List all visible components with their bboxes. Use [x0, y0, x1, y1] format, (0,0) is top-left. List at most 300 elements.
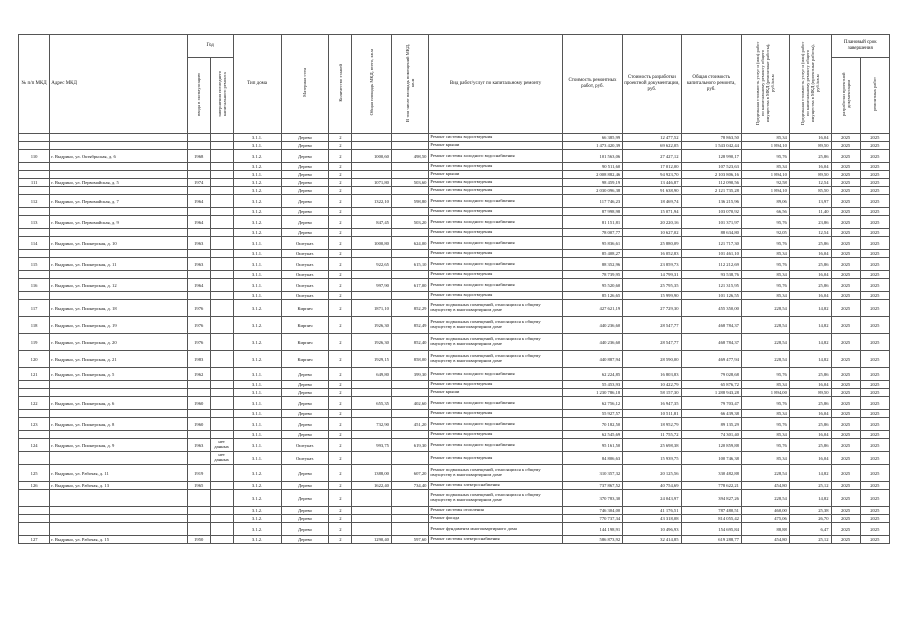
header-work-cost: Стоимость ремонтных работ, руб. — [562, 35, 622, 134]
cell-work-cost: 101 563,06 — [562, 150, 622, 163]
cell-design-cost: 41 176,51 — [623, 507, 681, 515]
cell-planned-design: 2025 — [831, 465, 860, 482]
cell-wall-material: Дерево — [281, 397, 329, 410]
table-row — [19, 536, 890, 544]
cell-year-repair — [210, 515, 233, 523]
cell-work-type: Ремонт системы холодного водоснабжения — [429, 418, 562, 431]
cell-limit-work: 95,76 — [741, 368, 789, 381]
cell-work-cost: 586 873,92 — [562, 536, 622, 544]
cell-wall-material: Кирпич — [281, 334, 329, 351]
cell-design-cost: 25 795,35 — [623, 279, 681, 292]
cell-work-type: Ремонт системы холодного водоснабжения — [429, 439, 562, 452]
cell-address: г. Выдрино, ул. Пионерская, д. 10 — [50, 237, 188, 250]
cell-house-type: 3.1.2. — [233, 351, 281, 368]
cell-address — [50, 271, 188, 279]
cell-planned-works: 2025 — [860, 410, 889, 418]
cell-premises-area: 597,60 — [391, 536, 429, 544]
cell-planned-design: 2025 — [831, 482, 860, 490]
table-row — [19, 216, 890, 229]
cell-floors: 2 — [329, 536, 352, 544]
cell-year-commission: 1964 — [187, 195, 210, 208]
cell-limit-design: 25,38 — [789, 507, 831, 515]
cell-total-area: 1071,80 — [352, 179, 392, 187]
cell-house-type: 3.1.2. — [233, 317, 281, 334]
cell-floors: 2 — [329, 490, 352, 507]
cell-house-type: 3.1.1. — [233, 452, 281, 465]
cell-mkd-number: 119 — [19, 334, 50, 351]
table-row — [19, 271, 890, 279]
cell-year-commission: 1963 — [187, 237, 210, 250]
cell-planned-design: 2025 — [831, 439, 860, 452]
cell-work-type: Ремонт подвальных помещений, относящихся к общему имуществу в многоквартирном доме — [429, 490, 562, 507]
cell-planned-design: 2025 — [831, 351, 860, 368]
cell-limit-work: 228,54 — [741, 351, 789, 368]
cell-floors: 2 — [329, 171, 352, 179]
cell-wall-material: Оштукат. — [281, 250, 329, 258]
cell-house-type: 3.1.1. — [233, 171, 281, 179]
cell-wall-material: Дерево — [281, 195, 329, 208]
header-planned: Плановый срок завершения — [831, 35, 889, 58]
cell-total-area: 997,90 — [352, 279, 392, 292]
cell-design-cost: 10 511,81 — [623, 410, 681, 418]
table-row — [19, 431, 890, 439]
cell-work-type: Ремонт системы электроснабжения — [429, 536, 562, 544]
capital-repair-table-sheet — [18, 34, 890, 544]
cell-house-type: 3.1.1. — [233, 368, 281, 381]
cell-design-cost: 18 469,74 — [623, 195, 681, 208]
cell-floors: 2 — [329, 179, 352, 187]
cell-limit-design: 16,04 — [789, 292, 831, 300]
cell-year-commission — [187, 229, 210, 237]
cell-floors: 2 — [329, 300, 352, 317]
header-address: Адрес МКД — [50, 35, 188, 134]
table-row — [19, 397, 890, 410]
cell-address: г. Выдрино, ул. Пионерская, д. 18 — [50, 300, 188, 317]
cell-work-cost: 90 511,60 — [562, 163, 622, 171]
cell-work-cost: 85 408,27 — [562, 250, 622, 258]
cell-year-repair — [210, 368, 233, 381]
cell-total-cost: 79 703,47 — [681, 397, 741, 410]
cell-mkd-number — [19, 410, 50, 418]
cell-limit-design: 25,86 — [789, 279, 831, 292]
cell-premises-area — [391, 410, 429, 418]
cell-total-cost: 65 876,72 — [681, 381, 741, 389]
cell-limit-design: 12,54 — [789, 179, 831, 187]
cell-planned-works: 2025 — [860, 397, 889, 410]
cell-planned-design: 2025 — [831, 431, 860, 439]
cell-work-type: Ремонт подвальных помещений, относящихся к общему имуществу в многоквартирном доме — [429, 351, 562, 368]
capital-repair-table — [18, 34, 890, 544]
table-row — [19, 134, 890, 142]
cell-design-cost: 15 071,94 — [623, 208, 681, 216]
cell-house-type: 3.1.2. — [233, 179, 281, 187]
cell-total-cost: 330 482,88 — [681, 465, 741, 482]
cell-address: г. Выдрино, ул. Пионерская, д. 12 — [50, 279, 188, 292]
cell-limit-design: 16,04 — [789, 271, 831, 279]
cell-mkd-number — [19, 250, 50, 258]
cell-premises-area — [391, 187, 429, 195]
cell-mkd-number: 123 — [19, 418, 50, 431]
cell-work-cost: 95 520,60 — [562, 279, 622, 292]
cell-work-cost: 55 927,57 — [562, 410, 622, 418]
cell-planned-works: 2025 — [860, 163, 889, 171]
cell-limit-work: 85,34 — [741, 250, 789, 258]
table-row — [19, 490, 890, 507]
cell-floors: 2 — [329, 187, 352, 195]
cell-limit-design: 14,82 — [789, 334, 831, 351]
cell-address: г. Выдрино, ул. Пионерская, д. 20 — [50, 334, 188, 351]
cell-work-type: Ремонт системы водоотведения — [429, 271, 562, 279]
cell-work-cost: 85 126,65 — [562, 292, 622, 300]
cell-premises-area: 503,20 — [391, 216, 429, 229]
cell-floors: 2 — [329, 515, 352, 523]
cell-total-area: 1926,30 — [352, 317, 392, 334]
cell-work-cost: 62 545,69 — [562, 431, 622, 439]
cell-year-repair — [210, 250, 233, 258]
cell-mkd-number — [19, 229, 50, 237]
cell-total-area: 993,75 — [352, 439, 392, 452]
cell-address — [50, 431, 188, 439]
cell-work-type: Ремонт системы холодного водоснабжения — [429, 397, 562, 410]
cell-wall-material: Дерево — [281, 389, 329, 397]
cell-premises-area: 607,20 — [391, 465, 429, 482]
cell-year-repair — [210, 300, 233, 317]
cell-year-commission — [187, 389, 210, 397]
cell-total-area: 1322,10 — [352, 195, 392, 208]
cell-work-cost: 117 746,23 — [562, 195, 622, 208]
cell-address — [50, 208, 188, 216]
cell-planned-design: 2025 — [831, 389, 860, 397]
cell-address — [50, 410, 188, 418]
cell-address: г. Выдрино, ул. Пионерская, д. 19 — [50, 317, 188, 334]
cell-house-type: 3.1.1. — [233, 258, 281, 271]
cell-year-commission: 1919 — [187, 465, 210, 482]
cell-total-cost: 121 315,95 — [681, 279, 741, 292]
cell-year-repair — [210, 208, 233, 216]
cell-wall-material: Дерево — [281, 482, 329, 490]
cell-total-area: 1926,30 — [352, 334, 392, 351]
cell-design-cost: 16 052,83 — [623, 250, 681, 258]
cell-work-type: Ремонт подвальных помещений, относящихся к общему имуществу в многоквартирном доме — [429, 300, 562, 317]
cell-planned-works: 2025 — [860, 216, 889, 229]
cell-address — [50, 452, 188, 465]
cell-house-type: 3.1.1. — [233, 271, 281, 279]
cell-planned-design: 2025 — [831, 195, 860, 208]
cell-limit-design: 25,12 — [789, 482, 831, 490]
cell-house-type: 3.1.1. — [233, 389, 281, 397]
cell-planned-works: 2025 — [860, 187, 889, 195]
cell-house-type: 3.1.2. — [233, 465, 281, 482]
cell-total-cost: 66 439,38 — [681, 410, 741, 418]
cell-work-type: Ремонт подвальных помещений, относящихся к общему имуществу в многоквартирном доме — [429, 334, 562, 351]
cell-total-cost: 78 863,50 — [681, 134, 741, 142]
cell-year-repair — [210, 187, 233, 195]
cell-limit-design: 16,04 — [789, 431, 831, 439]
cell-year-commission: 1976 — [187, 334, 210, 351]
cell-total-area: 847,45 — [352, 216, 392, 229]
cell-planned-works: 2025 — [860, 258, 889, 271]
cell-work-cost: 98 459,19 — [562, 179, 622, 187]
table-row — [19, 187, 890, 195]
cell-mkd-number — [19, 452, 50, 465]
cell-floors: 2 — [329, 410, 352, 418]
cell-limit-design: 89,50 — [789, 142, 831, 150]
cell-work-type: Ремонт системы водоотведения — [429, 208, 562, 216]
cell-house-type: 3.1.1. — [233, 397, 281, 410]
cell-limit-work: 228,54 — [741, 490, 789, 507]
cell-house-type: 3.1.2. — [233, 536, 281, 544]
cell-mkd-number — [19, 523, 50, 536]
cell-planned-works: 2025 — [860, 381, 889, 389]
cell-year-commission — [187, 134, 210, 142]
cell-total-cost: 468 784,37 — [681, 317, 741, 334]
cell-mkd-number — [19, 171, 50, 179]
cell-planned-works: 2025 — [860, 237, 889, 250]
cell-year-commission: 1964 — [187, 216, 210, 229]
cell-planned-works: 2025 — [860, 334, 889, 351]
cell-floors: 2 — [329, 271, 352, 279]
cell-year-repair — [210, 229, 233, 237]
cell-limit-work: 1 894,00 — [741, 389, 789, 397]
cell-floors: 2 — [329, 397, 352, 410]
table-row — [19, 229, 890, 237]
cell-work-cost: 770 737,34 — [562, 515, 622, 523]
header-year-commission: ввода в эксплуатацию — [187, 58, 210, 134]
cell-work-cost: 1 230 786,18 — [562, 389, 622, 397]
cell-planned-design: 2025 — [831, 515, 860, 523]
cell-total-area: 1622,40 — [352, 482, 392, 490]
cell-planned-design: 2025 — [831, 271, 860, 279]
cell-mkd-number — [19, 515, 50, 523]
cell-floors: 2 — [329, 452, 352, 465]
cell-premises-area: 498,50 — [391, 150, 429, 163]
cell-planned-design: 2025 — [831, 142, 860, 150]
cell-year-repair — [210, 258, 233, 271]
cell-design-cost: 25 880,09 — [623, 237, 681, 250]
cell-total-cost: 74 301,40 — [681, 431, 741, 439]
cell-year-commission — [187, 410, 210, 418]
cell-total-cost: 88 634,80 — [681, 229, 741, 237]
cell-design-cost: 10 496,93 — [623, 523, 681, 536]
cell-work-type: Ремонт системы водоотведения — [429, 431, 562, 439]
cell-limit-design: 89,50 — [789, 389, 831, 397]
cell-planned-design: 2025 — [831, 250, 860, 258]
cell-work-type: Ремонт системы электроснабжения — [429, 482, 562, 490]
cell-premises-area: 852,49 — [391, 317, 429, 334]
cell-house-type: 3.1.2. — [233, 216, 281, 229]
cell-address: г. Выдрино, ул. Первомайская, д. 9 — [50, 216, 188, 229]
cell-premises-area — [391, 452, 429, 465]
cell-work-type: Ремонт системы холодного водоснабжения — [429, 150, 562, 163]
cell-design-cost: 27 729,30 — [623, 300, 681, 317]
cell-total-cost: 136 215,96 — [681, 195, 741, 208]
header-limit-design: Предельная стоимость услуг и (или) работ по капитальному ремонту общего имущества в МКД (проектные работы), руб./кв.м — [789, 35, 831, 134]
cell-limit-design: 16,04 — [789, 452, 831, 465]
cell-limit-design: 25,86 — [789, 150, 831, 163]
cell-address — [50, 515, 188, 523]
cell-year-repair — [210, 292, 233, 300]
cell-house-type: 3.1.1. — [233, 292, 281, 300]
cell-design-cost: 43 318,08 — [623, 515, 681, 523]
cell-premises-area: 598,80 — [391, 195, 429, 208]
cell-planned-design: 2025 — [831, 187, 860, 195]
cell-total-cost: 128 990,17 — [681, 150, 741, 163]
cell-premises-area — [391, 431, 429, 439]
cell-planned-design: 2025 — [831, 381, 860, 389]
cell-address — [50, 250, 188, 258]
cell-year-commission: 1965 — [187, 482, 210, 490]
cell-planned-works: 2025 — [860, 179, 889, 187]
cell-work-cost: 2 008 882,46 — [562, 171, 622, 179]
cell-planned-works: 2025 — [860, 523, 889, 536]
cell-year-commission — [187, 271, 210, 279]
cell-address — [50, 389, 188, 397]
cell-address — [50, 381, 188, 389]
cell-total-area — [352, 389, 392, 397]
cell-house-type: 3.1.2. — [233, 523, 281, 536]
cell-house-type: 3.1.2. — [233, 490, 281, 507]
cell-planned-works: 2025 — [860, 142, 889, 150]
cell-address: г. Выдрино, ул. Пионерская, д. 9 — [50, 439, 188, 452]
cell-limit-work: 1 894,10 — [741, 187, 789, 195]
cell-floors: 2 — [329, 292, 352, 300]
cell-address: г. Выдрино, ул. Пионерская, д. 21 — [50, 351, 188, 368]
table-row — [19, 351, 890, 368]
cell-mkd-number: 113 — [19, 216, 50, 229]
cell-design-cost: 15 939,75 — [623, 452, 681, 465]
cell-total-cost: 101 126,55 — [681, 292, 741, 300]
cell-year-commission — [187, 163, 210, 171]
header-num: № п/п МКД — [19, 35, 50, 134]
cell-planned-design: 2025 — [831, 334, 860, 351]
cell-limit-work: 85,34 — [741, 431, 789, 439]
cell-total-area — [352, 171, 392, 179]
cell-year-commission: 1983 — [187, 351, 210, 368]
cell-total-area: 1000,80 — [352, 237, 392, 250]
cell-limit-design: 11,40 — [789, 208, 831, 216]
cell-address — [50, 163, 188, 171]
table-body — [19, 134, 890, 544]
cell-planned-design: 2025 — [831, 523, 860, 536]
cell-limit-design: 14,82 — [789, 351, 831, 368]
cell-work-type: Ремонт подвальных помещений, относящихся к общему имуществу в многоквартирном доме — [429, 317, 562, 334]
header-total-area: Общая площадь МКД, всего, кв.м — [352, 35, 392, 134]
cell-total-area: 1388,00 — [352, 465, 392, 482]
cell-work-type: Ремонт системы холодного водоснабжения — [429, 195, 562, 208]
cell-limit-design: 14,82 — [789, 490, 831, 507]
table-row — [19, 515, 890, 523]
cell-premises-area: 617,00 — [391, 279, 429, 292]
cell-limit-design: 25,86 — [789, 439, 831, 452]
cell-planned-works: 2025 — [860, 351, 889, 368]
cell-house-type: 3.1.2. — [233, 208, 281, 216]
cell-mkd-number — [19, 381, 50, 389]
cell-premises-area — [391, 490, 429, 507]
cell-floors: 2 — [329, 389, 352, 397]
cell-work-type: Ремонт системы холодного водоснабжения — [429, 258, 562, 271]
cell-planned-works: 2025 — [860, 536, 889, 544]
cell-limit-work: 85,34 — [741, 134, 789, 142]
cell-year-commission — [187, 187, 210, 195]
cell-house-type: 3.1.2. — [233, 229, 281, 237]
cell-planned-design: 2025 — [831, 418, 860, 431]
cell-limit-design: 23,86 — [789, 216, 831, 229]
cell-mkd-number — [19, 389, 50, 397]
cell-total-cost: 103 070,92 — [681, 208, 741, 216]
cell-limit-work: 88,88 — [741, 523, 789, 536]
cell-design-cost: 12 477,52 — [623, 134, 681, 142]
cell-address — [50, 187, 188, 195]
cell-work-cost: 95 836,61 — [562, 237, 622, 250]
cell-work-cost: 78 739,95 — [562, 271, 622, 279]
table-row — [19, 150, 890, 163]
cell-total-area — [352, 507, 392, 515]
cell-premises-area — [391, 523, 429, 536]
header-planned-works: ремонтных работ — [860, 58, 889, 134]
cell-mkd-number — [19, 271, 50, 279]
cell-wall-material: Дерево — [281, 208, 329, 216]
cell-total-area — [352, 134, 392, 142]
cell-limit-design: 16,04 — [789, 134, 831, 142]
cell-wall-material: Дерево — [281, 163, 329, 171]
cell-work-cost: 1 473 420,39 — [562, 142, 622, 150]
cell-address — [50, 523, 188, 536]
cell-total-area — [352, 250, 392, 258]
cell-work-type: Ремонт фасада — [429, 515, 562, 523]
cell-limit-work: 95,76 — [741, 397, 789, 410]
cell-work-type: Ремонт системы водоотведения — [429, 410, 562, 418]
cell-house-type: 3.1.1. — [233, 250, 281, 258]
cell-planned-works: 2025 — [860, 507, 889, 515]
cell-mkd-number: 114 — [19, 237, 50, 250]
cell-work-type: Ремонт крыши — [429, 142, 562, 150]
cell-floors: 2 — [329, 368, 352, 381]
table-row — [19, 410, 890, 418]
cell-planned-works: 2025 — [860, 271, 889, 279]
cell-total-cost: 2 103 806,16 — [681, 171, 741, 179]
cell-work-type: Ремонт системы водоотведения — [429, 250, 562, 258]
cell-total-cost: 778 622,21 — [681, 482, 741, 490]
cell-address — [50, 142, 188, 150]
table-row — [19, 171, 890, 179]
cell-work-type: Ремонт фундамента многоквартирного дома — [429, 523, 562, 536]
cell-design-cost: 16 947,35 — [623, 397, 681, 410]
cell-limit-work: 92,05 — [741, 229, 789, 237]
cell-house-type: 3.1.1. — [233, 410, 281, 418]
cell-mkd-number: 126 — [19, 482, 50, 490]
header-planned-design: разработки проектной документации — [831, 58, 860, 134]
cell-planned-design: 2025 — [831, 490, 860, 507]
cell-floors: 2 — [329, 250, 352, 258]
cell-limit-work: 95,76 — [741, 279, 789, 292]
cell-total-area — [352, 515, 392, 523]
cell-planned-works: 2025 — [860, 171, 889, 179]
cell-limit-work: 85,34 — [741, 163, 789, 171]
header-house-type: Тип дома — [233, 35, 281, 134]
header-limit-work: Предельная стоимость услуг и (или) работ по капитальному ремонту общего имущества в МКД (ремонтные работы), руб./кв.м — [741, 35, 789, 134]
cell-house-type: 3.1.1. — [233, 381, 281, 389]
cell-limit-design: 13,97 — [789, 195, 831, 208]
cell-limit-work: 95,76 — [741, 418, 789, 431]
cell-house-type: 3.1.2. — [233, 507, 281, 515]
cell-planned-works: 2025 — [860, 292, 889, 300]
cell-wall-material: Дерево — [281, 142, 329, 150]
table-row — [19, 279, 890, 292]
cell-floors: 2 — [329, 482, 352, 490]
cell-address: г. Выдрино, ул. Первомайская, д. 7 — [50, 195, 188, 208]
cell-work-cost: 62 756,12 — [562, 397, 622, 410]
cell-mkd-number: 125 — [19, 465, 50, 482]
